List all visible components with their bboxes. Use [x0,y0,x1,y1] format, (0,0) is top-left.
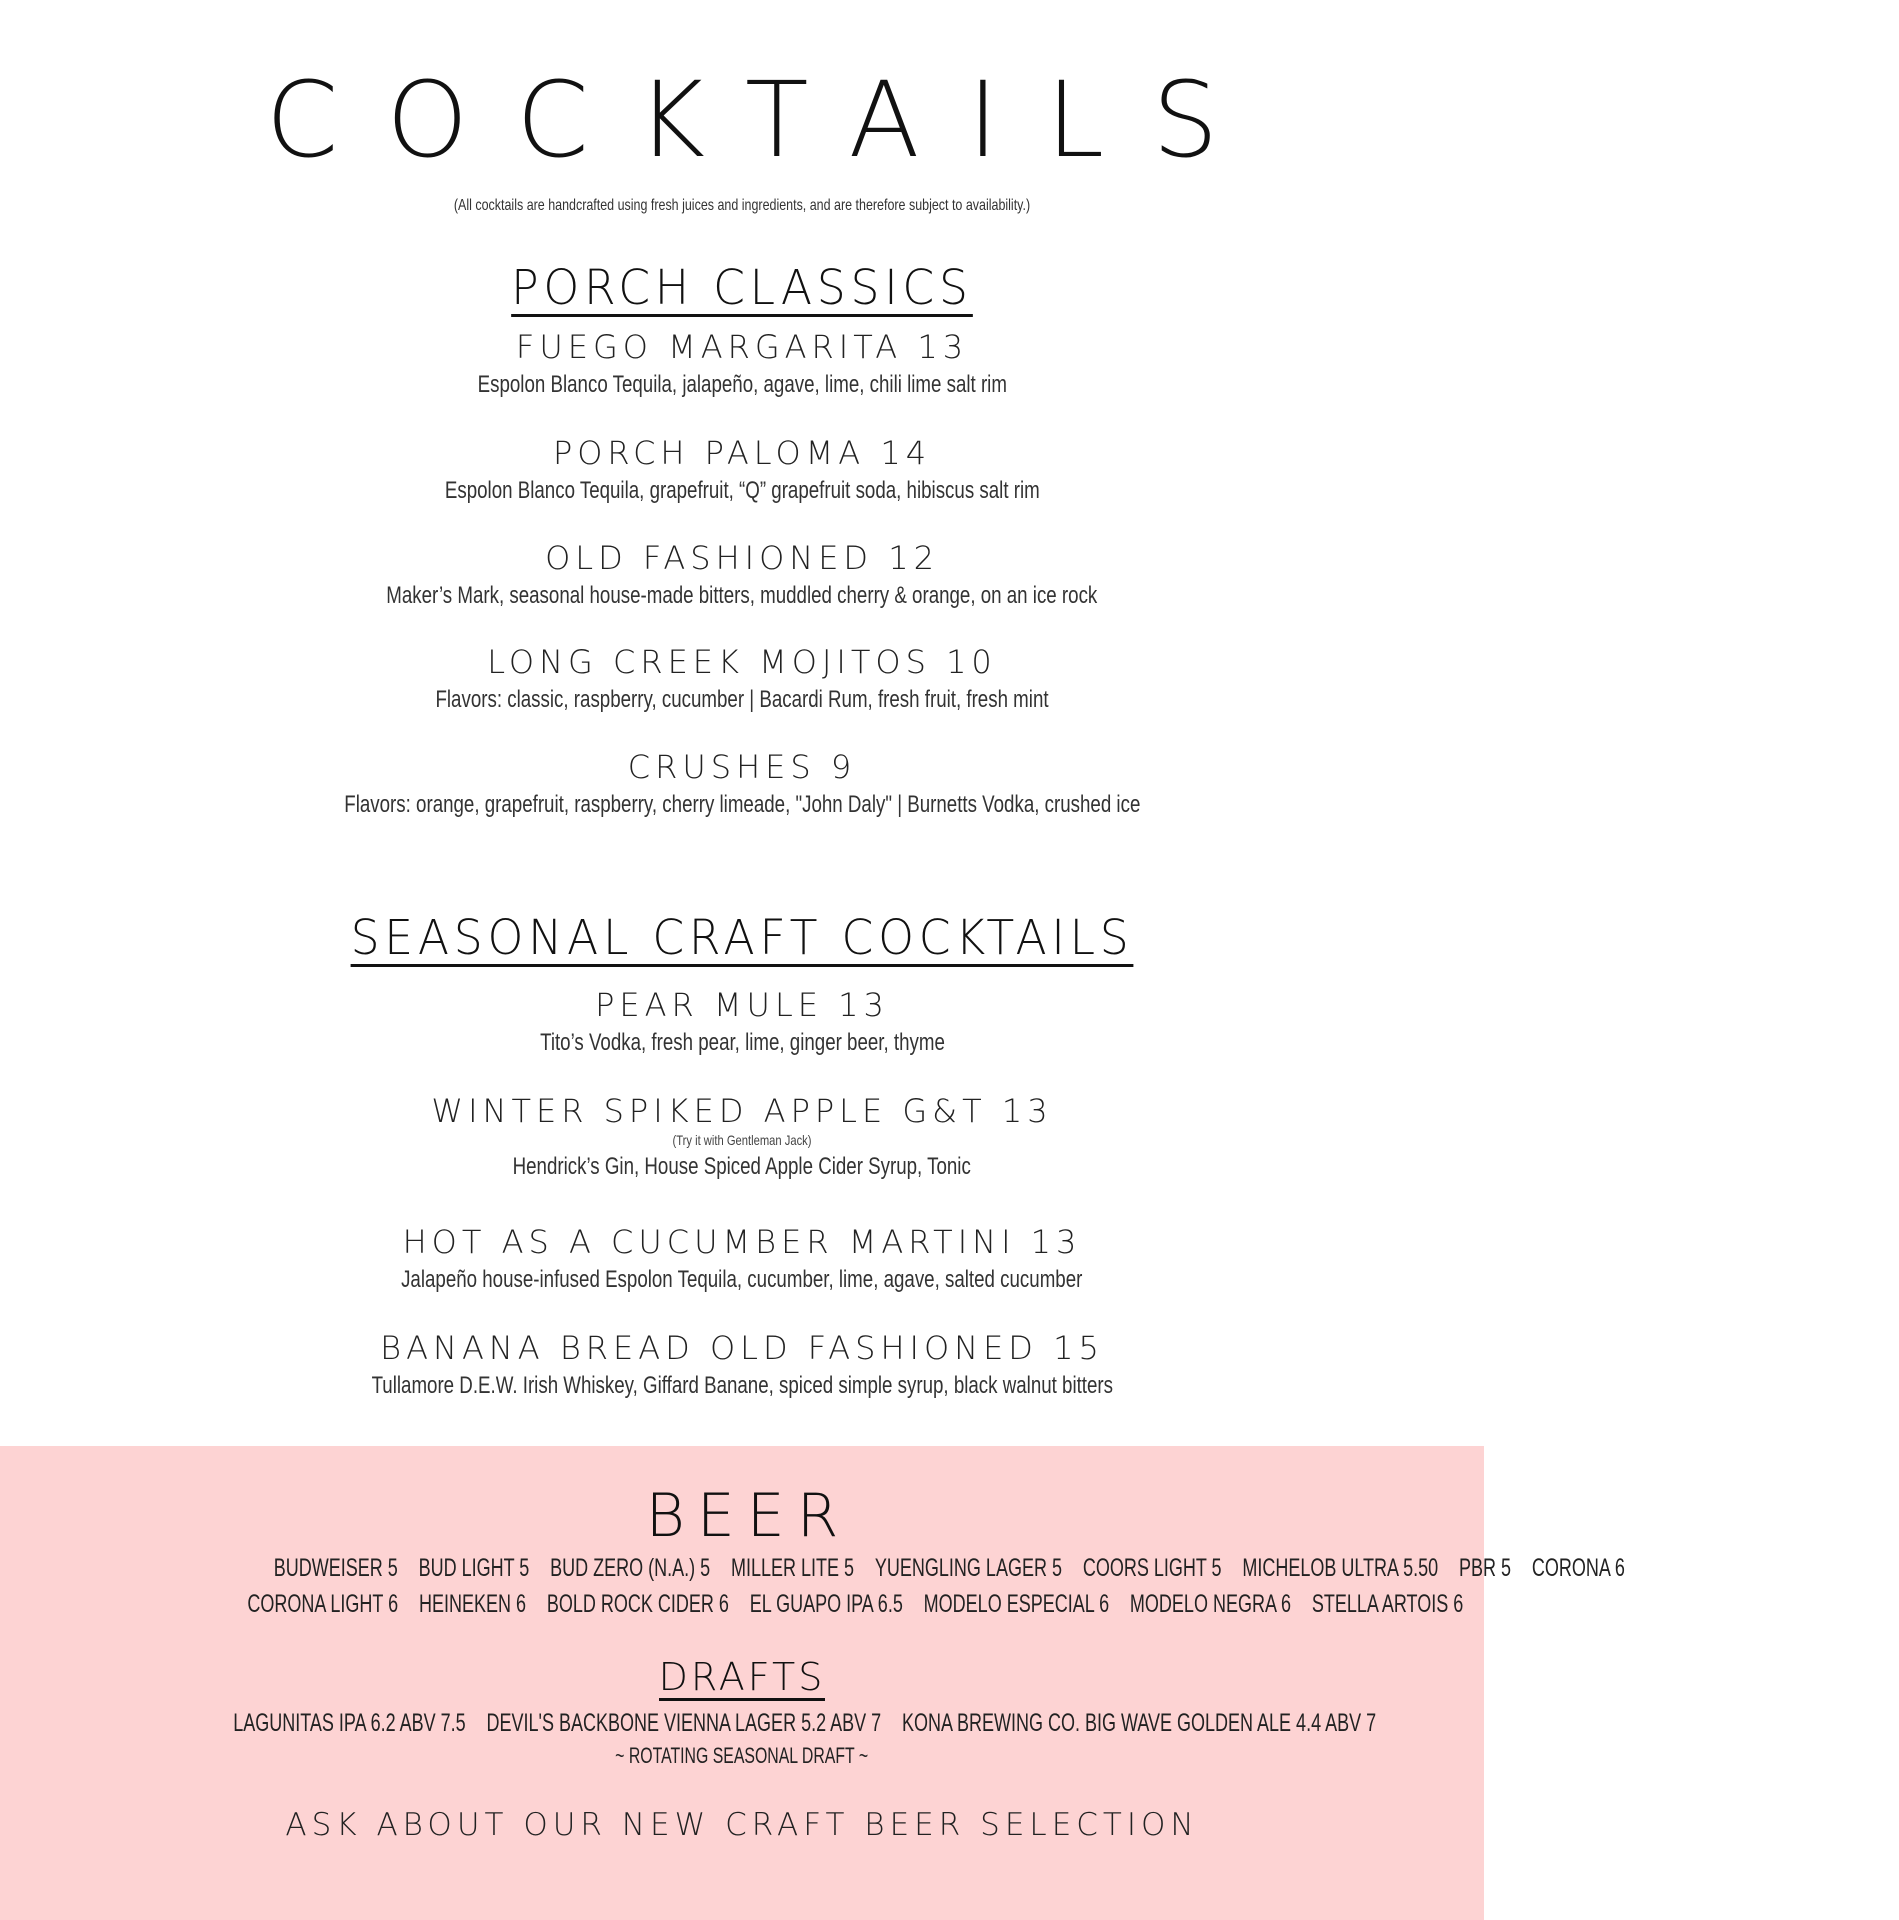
item-name: PORCH PALOMA 14 [552,434,932,472]
beer-item: BUDWEISER 5 [273,1554,398,1582]
draft-item: LAGUNITAS IPA 6.2 ABV 7.5 [233,1709,466,1737]
section-title-seasonal [0,910,1484,967]
item-description: Tullamore D.E.W. Irish Whiskey, Giffard Banane, spiced simple syrup, black walnut bitters [371,1372,1113,1399]
menu-item [0,1092,1484,1180]
section-title-text: SEASONAL CRAFT COCKTAILS [350,910,1134,966]
item-name: LONG CREEK MOJITOS 10 [487,643,997,681]
section-title-porch-classics [0,260,1484,317]
item-name: OLD FASHIONED 12 [545,539,939,577]
item-description: Hendrick’s Gin, House Spiced Apple Cider Syrup, Tonic [512,1153,972,1180]
drafts-title-text: DRAFTS [658,1655,826,1699]
beer-item: MODELO ESPECIAL 6 [923,1590,1110,1618]
item-description: Tito’s Vodka, fresh pear, lime, ginger beer, thyme [539,1029,945,1056]
beer-item: BOLD ROCK CIDER 6 [546,1590,729,1618]
item-description: Jalapeño house-infused Espolon Tequila, cucumber, lime, agave, salted cucumber [401,1266,1083,1293]
item-name: WINTER SPIKED APPLE G&T 13 [431,1092,1053,1130]
item-name: BANANA BREAD OLD FASHIONED 15 [380,1329,1104,1367]
menu-item [0,643,1484,713]
item-name: PEAR MULE 13 [595,986,889,1024]
beer-item: HEINEKEN 6 [418,1590,527,1618]
menu-item [0,1223,1484,1293]
page-subtitle: (All cocktails are handcrafted using fresh juices and ingredients, and are therefore subject to availability.) [453,197,1031,214]
beer-list-row-1 [0,1554,1625,1582]
menu-item [0,986,1484,1056]
beer-list-row-2 [0,1592,1484,1617]
beer-item: PBR 5 [1458,1554,1511,1582]
beer-item: MODELO NEGRA 6 [1129,1590,1291,1618]
menu-item [0,434,1484,504]
item-description: Flavors: classic, raspberry, cucumber | Bacardi Rum, fresh fruit, fresh mint [435,686,1049,713]
rotating-draft-text: ~ ROTATING SEASONAL DRAFT ~ [615,1743,869,1768]
beer-panel [0,1446,1625,1920]
drafts-list [0,1711,1484,1736]
menu-item [0,748,1484,818]
draft-item: DEVIL'S BACKBONE VIENNA LAGER 5.2 ABV 7 [486,1709,882,1737]
item-description: Espolon Blanco Tequila, jalapeño, agave, lime, chili lime salt rim [477,371,1007,398]
item-note: (Try it with Gentleman Jack) [672,1132,812,1148]
draft-item: KONA BREWING CO. BIG WAVE GOLDEN ALE 4.4 ABV 7 [901,1709,1377,1737]
beer-item: EL GUAPO IPA 6.5 [749,1590,903,1618]
item-description: Flavors: orange, grapefruit, raspberry, cherry limeade, "John Daly" | Burnetts Vodka, crushed ice [343,791,1141,818]
drafts-title [0,1655,1484,1701]
beer-item: YUENGLING LAGER 5 [874,1554,1062,1582]
beer-item: COORS LIGHT 5 [1082,1554,1222,1582]
item-name: HOT AS A CUCUMBER MARTINI 13 [402,1223,1082,1261]
item-description: Maker’s Mark, seasonal house-made bitters, muddled cherry & orange, on an ice rock [386,582,1098,609]
section-title-text: PORCH CLASSICS [511,260,973,316]
rotating-draft [0,1745,1484,1767]
item-name: CRUSHES 9 [627,748,857,786]
page-title: COCKTAILS [265,59,1267,181]
beer-title: BEER [645,1481,851,1551]
beer-item: STELLA ARTOIS 6 [1311,1590,1464,1618]
craft-beer-note: ASK ABOUT OUR NEW CRAFT BEER SELECTION [285,1807,1199,1843]
beer-item: BUD ZERO (N.A.) 5 [550,1554,711,1582]
item-description: Espolon Blanco Tequila, grapefruit, “Q” grapefruit soda, hibiscus salt rim [444,477,1040,504]
beer-item: BUD LIGHT 5 [418,1554,530,1582]
beer-item: MILLER LITE 5 [731,1554,855,1582]
beer-item: MICHELOB ULTRA 5.50 [1242,1554,1439,1582]
menu-item [0,539,1484,609]
menu-item [0,1329,1484,1399]
item-name: FUEGO MARGARITA 13 [515,328,969,366]
beer-item: CORONA 6 [1531,1554,1625,1582]
menu-item [0,328,1484,398]
beer-item: CORONA LIGHT 6 [247,1590,399,1618]
